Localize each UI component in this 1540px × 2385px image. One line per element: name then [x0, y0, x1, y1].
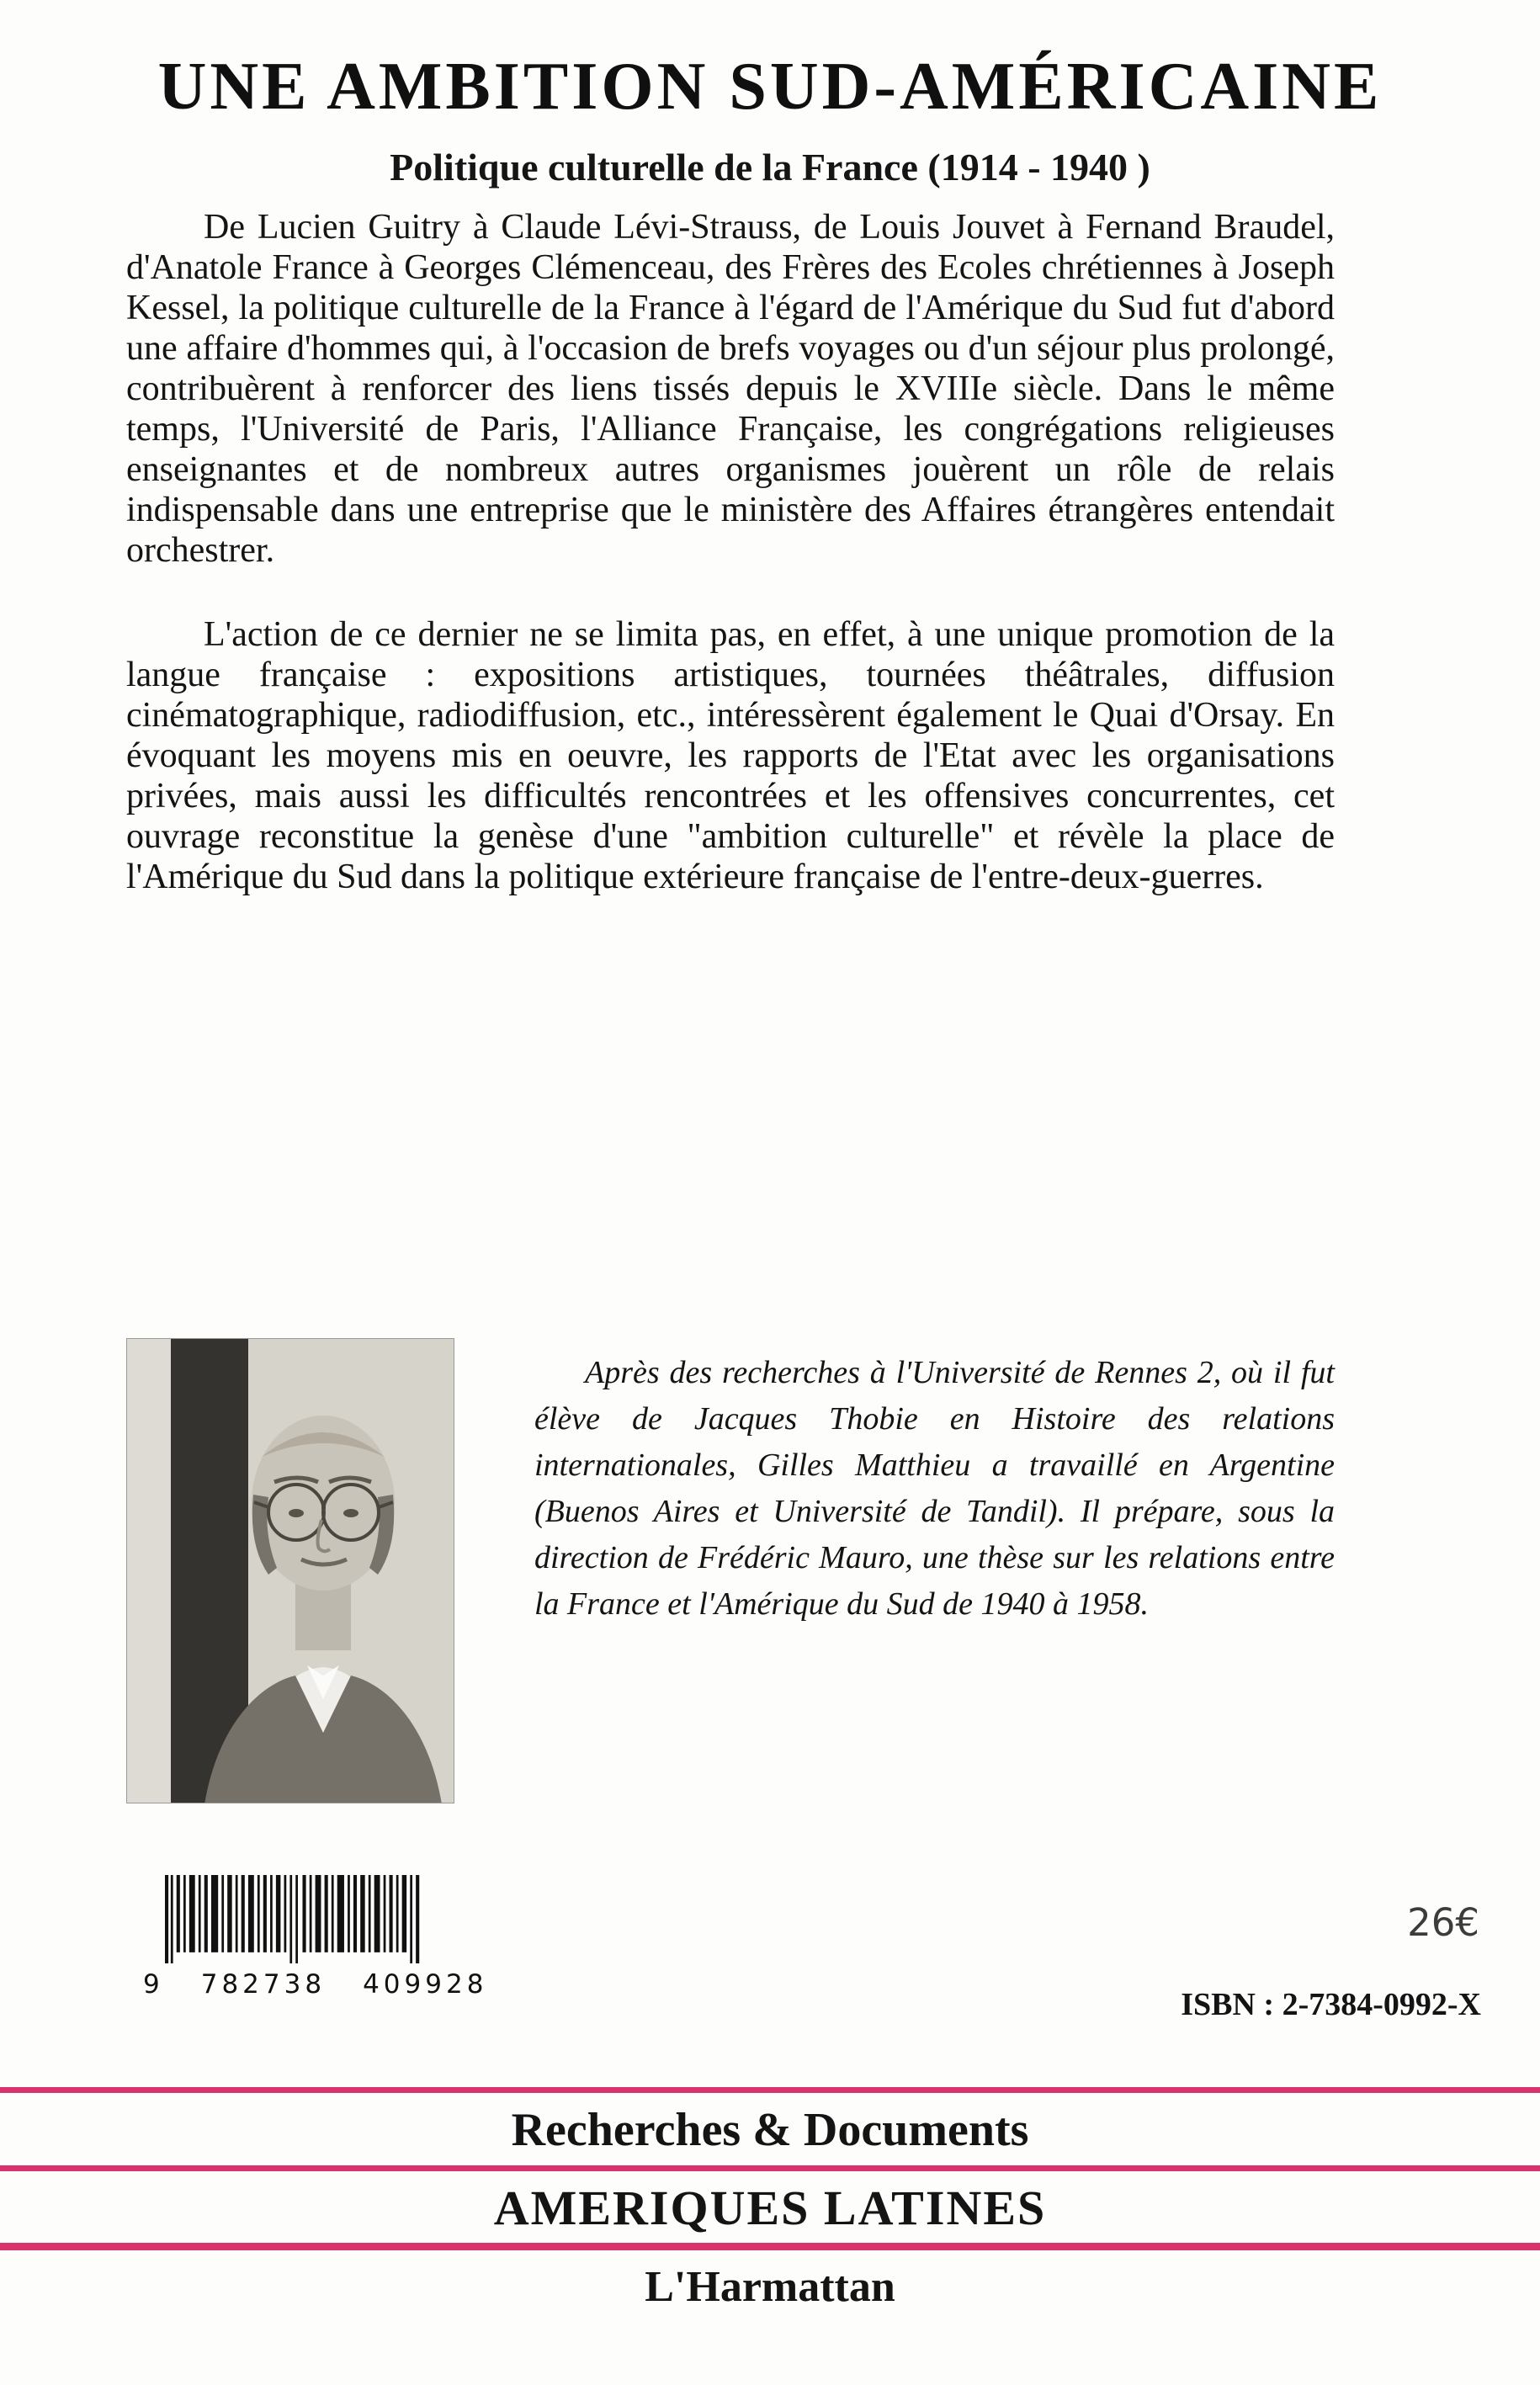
- footer: [0, 2087, 1540, 2312]
- synopsis: [126, 207, 1335, 941]
- collection-title: Recherches & Documents: [511, 2104, 1029, 2156]
- barcode: [143, 1875, 488, 2000]
- author-photo: [126, 1338, 454, 1803]
- price-label: 26€: [1407, 1900, 1479, 1945]
- publisher-name: L'Harmattan: [645, 2263, 895, 2311]
- book-subtitle: Politique culturelle de la France (1914 - 1940 ): [390, 146, 1150, 189]
- accent-rule-bottom: [0, 2243, 1540, 2250]
- barcode-digits: [143, 1969, 488, 2000]
- author-section: [126, 1338, 1335, 1803]
- accent-rule-middle: [0, 2165, 1540, 2171]
- barcode-bars: [165, 1875, 422, 1963]
- author-bio: Après des recherches à l'Université de Rennes 2, où il fut élève de Jacques Thobie en Histoire des relations internationales, Gilles Matthieu a travaillé en Argentine (Buenos Aires et Université de Tandil). Il prépare, sous la direction de Frédéric Mauro, une thèse sur les relations entre la France et l'Amérique du Sud de 1940 à 1958.: [534, 1355, 1335, 1622]
- author-portrait-illustration: [127, 1339, 454, 1803]
- isbn-label: ISBN : 2-7384-0992-X: [1181, 1987, 1481, 2022]
- book-title: UNE AMBITION SUD-AMÉRICAINE: [157, 50, 1383, 124]
- barcode-group-1: 782738: [200, 1969, 327, 2000]
- accent-rule-top: [0, 2087, 1540, 2093]
- series-title: AMERIQUES LATINES: [493, 2180, 1047, 2235]
- barcode-prefix: 9: [143, 1969, 164, 2000]
- barcode-group-2: 409928: [363, 1969, 488, 2000]
- synopsis-paragraph-2: L'action de ce dernier ne se limita pas, en effet, à une unique promotion de la langue française : expositions artistiques, tournées théâtrales, diffusion cinématographique, radiodiffusion, etc., intéressèrent également le Quai d'Orsay. En évoquant les moyens mis en oeuvre, les rapports de l'Etat avec les organisations privées, mais aussi les difficultés rencontrées et les offensives concurrentes, cet ouvrage reconstitue la genèse d'une "ambition culturelle" et révèle la place de l'Amérique du Sud dans la politique extérieure française de l'entre-deux-guerres.: [126, 615, 1335, 896]
- synopsis-paragraph-1: De Lucien Guitry à Claude Lévi-Strauss, de Louis Jouvet à Fernand Braudel, d'Anatole France à Georges Clémenceau, des Frères des Ecoles chrétiennes à Joseph Kessel, la politique culturelle de la France à l'égard de l'Amérique du Sud fut d'abord une affaire d'hommes qui, à l'occasion de brefs voyages ou d'un séjour plus prolongé, contribuèrent à renforcer des liens tissés depuis le XVIIIe siècle. Dans le même temps, l'Université de Paris, l'Alliance Française, les congrégations religieuses enseignantes et de nombreux autres organismes jouèrent un rôle de relais indispensable dans une entreprise que le ministère des Affaires étrangères entendait orchestrer.: [126, 208, 1335, 570]
